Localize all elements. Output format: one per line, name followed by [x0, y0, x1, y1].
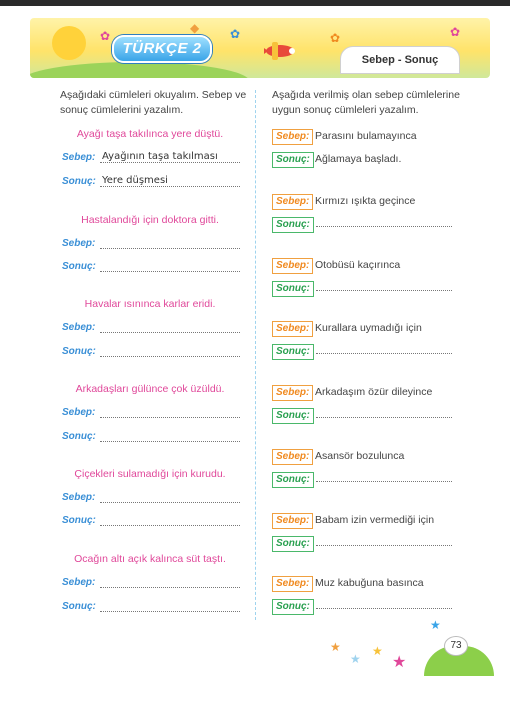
sebep-label: Sebep: [62, 152, 96, 163]
sebep-label: Sebep: [62, 492, 96, 503]
sonuc-box: Sonuç: [272, 536, 314, 552]
sonuc-answer-line[interactable] [316, 226, 452, 227]
sebep-text: Babam izin vermediği için [315, 514, 435, 526]
sonuc-label: Sonuç: [62, 515, 96, 526]
sebep-text: Asansör bozulunca [315, 450, 405, 462]
sonuc-line[interactable] [62, 431, 240, 445]
sebep-box: Sebep: [272, 385, 313, 401]
sun-icon [52, 26, 86, 60]
left-instruction: Aşağıdaki cümleleri okuyalım. Sebep ve sonuç cümlelerini yazalım. [60, 89, 247, 116]
sonuc-line[interactable] [62, 346, 240, 360]
sonuc-box: Sonuç: [272, 408, 314, 424]
star-icon: ★ [350, 652, 361, 666]
topic-title: Sebep - Sonuç [340, 46, 460, 74]
sebep-label: Sebep: [62, 322, 96, 333]
sebep-label: Sebep: [62, 407, 96, 418]
sebep-box: Sebep: [272, 194, 313, 210]
sonuc-answer-line[interactable] [316, 481, 452, 482]
sonuc-answer-line[interactable] [316, 608, 452, 609]
sebep-box: Sebep: [272, 129, 313, 145]
right-instruction: Aşağıda verilmiş olan sebep cümlelerine uygun sonuç cümleleri yazalım. [272, 89, 460, 116]
top-edge-bar [0, 0, 510, 6]
answer-dots [100, 271, 240, 272]
sonuc-box: Sonuç: [272, 472, 314, 488]
sebep-box: Sebep: [272, 321, 313, 337]
star-icon: ★ [330, 640, 341, 654]
sonuc-answer-line[interactable] [316, 545, 452, 546]
sebep-line[interactable] [62, 577, 240, 591]
left-sentence: Arkadaşları gülünce çok üzüldü. [75, 383, 225, 395]
answer-dots [100, 332, 240, 333]
sonuc-line [62, 176, 240, 190]
sonuc-box: Sonuç: [272, 599, 314, 615]
sonuc-answer[interactable]: Yere düşmesi [102, 175, 168, 186]
answer-dots [100, 525, 240, 526]
sonuc-line[interactable] [62, 515, 240, 529]
sonuc-label: Sonuç: [62, 601, 96, 612]
sebep-text: Kurallara uymadığı için [315, 322, 422, 334]
sebep-text: Otobüsü kaçırınca [315, 259, 401, 271]
sonuc-line[interactable] [62, 261, 240, 275]
sonuc-answer[interactable]: Ağlamaya başladı. [315, 153, 402, 165]
sonuc-answer-line[interactable] [316, 290, 452, 291]
sonuc-box: Sonuç: [272, 217, 314, 233]
sonuc-label: Sonuç: [62, 176, 96, 187]
star-icon: ★ [392, 654, 407, 671]
sonuc-label: Sonuç: [62, 261, 96, 272]
answer-dots [100, 186, 240, 187]
sonuc-box: Sonuç: [272, 152, 314, 168]
sonuc-answer-line[interactable] [316, 417, 452, 418]
answer-dots [100, 417, 240, 418]
sebep-line[interactable] [62, 322, 240, 336]
star-icon: ★ [430, 618, 441, 632]
column-divider [255, 90, 256, 620]
left-sentence: Hastalandığı için doktora gitti. [81, 214, 219, 226]
sonuc-line[interactable] [62, 601, 240, 615]
answer-dots [100, 502, 240, 503]
sebep-box: Sebep: [272, 513, 313, 529]
left-sentence: Ocağın altı açık kalınca süt taştı. [74, 553, 226, 565]
sebep-text: Arkadaşım özür dileyince [315, 386, 433, 398]
left-sentence: Ayağı taşa takılınca yere düştü. [76, 128, 224, 140]
sebep-answer[interactable]: Ayağının taşa takılması [102, 151, 218, 162]
sonuc-label: Sonuç: [62, 431, 96, 442]
left-sentence: Çiçekleri sulamadığı için kurudu. [74, 468, 226, 480]
sonuc-box: Sonuç: [272, 281, 314, 297]
sebep-text: Kırmızı ışıkta geçince [315, 195, 416, 207]
sebep-box: Sebep: [272, 576, 313, 592]
left-sentence: Havalar ısınınca karlar eridi. [84, 298, 216, 310]
answer-dots [100, 441, 240, 442]
hill-decoration [30, 62, 250, 78]
book-title-badge: TÜRKÇE 2 [112, 35, 212, 63]
sebep-line[interactable] [62, 238, 240, 252]
sebep-line [62, 152, 240, 166]
flower-icon: ✿ [450, 25, 461, 39]
kite-icon: ◆ [190, 21, 200, 35]
airplane-icon [258, 40, 302, 62]
star-icon: ★ [372, 644, 383, 658]
sonuc-answer-line[interactable] [316, 353, 452, 354]
sebep-text: Parasını bulamayınca [315, 130, 417, 142]
sebep-line[interactable] [62, 407, 240, 421]
answer-dots [100, 611, 240, 612]
flower-icon: ✿ [100, 29, 111, 43]
sebep-box: Sebep: [272, 449, 313, 465]
sebep-label: Sebep: [62, 238, 96, 249]
sebep-line[interactable] [62, 492, 240, 506]
flower-icon: ✿ [330, 31, 341, 45]
sonuc-box: Sonuç: [272, 344, 314, 360]
sonuc-label: Sonuç: [62, 346, 96, 357]
answer-dots [100, 587, 240, 588]
sebep-label: Sebep: [62, 577, 96, 588]
flower-icon: ✿ [230, 27, 241, 41]
answer-dots [100, 248, 240, 249]
sebep-box: Sebep: [272, 258, 313, 274]
answer-dots [100, 356, 240, 357]
sebep-text: Muz kabuğuna basınca [315, 577, 424, 589]
answer-dots [100, 162, 240, 163]
page-number: 73 [444, 636, 468, 656]
